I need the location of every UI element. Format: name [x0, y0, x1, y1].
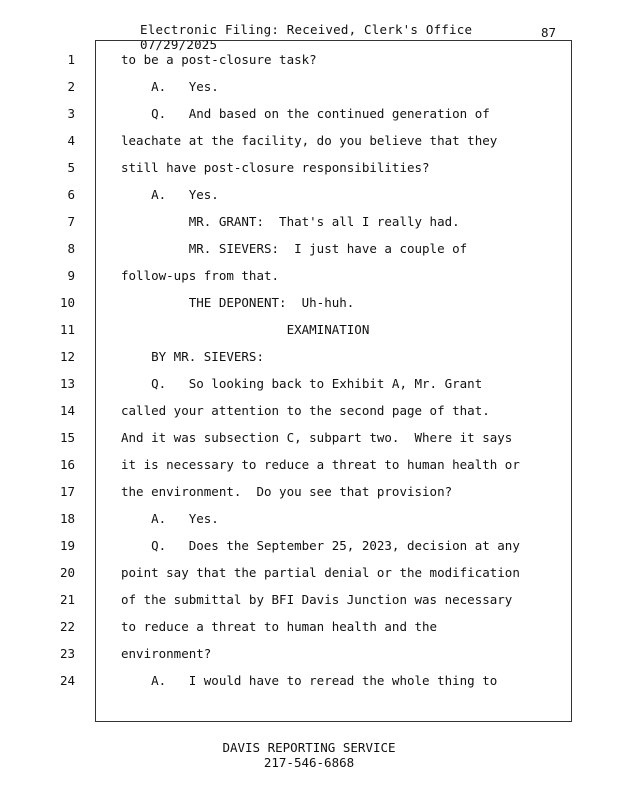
transcript-line — [0, 322, 618, 342]
page-number: 87 — [541, 25, 557, 40]
transcript-line — [0, 538, 618, 558]
transcript-line — [0, 187, 618, 207]
line-text: to reduce a threat to human health and the — [121, 619, 438, 634]
line-number: 15 — [59, 430, 75, 445]
transcript-line — [0, 403, 618, 423]
line-number: 18 — [59, 511, 75, 526]
transcript-line — [0, 565, 618, 585]
transcript-line — [0, 268, 618, 288]
transcript-line — [0, 430, 618, 450]
line-number: 8 — [67, 241, 75, 256]
line-text: called your attention to the second page of that. — [121, 403, 490, 418]
line-number: 12 — [59, 349, 75, 364]
line-number: 7 — [67, 214, 75, 229]
footer — [0, 740, 618, 770]
line-number: 14 — [59, 403, 75, 418]
line-text: Q. And based on the continued generation of — [121, 106, 490, 121]
line-number: 24 — [59, 673, 75, 688]
line-text: A. Yes. — [121, 511, 219, 526]
transcript-line — [0, 295, 618, 315]
line-text: it is necessary to reduce a threat to human health or — [121, 457, 520, 472]
line-text: point say that the partial denial or the modification — [121, 565, 520, 580]
transcript-line — [0, 673, 618, 693]
line-text: MR. GRANT: That's all I really had. — [121, 214, 460, 229]
line-text: And it was subsection C, subpart two. Where it says — [121, 430, 513, 445]
line-number: 21 — [59, 592, 75, 607]
line-text: A. Yes. — [121, 79, 219, 94]
line-text: BY MR. SIEVERS: — [121, 349, 264, 364]
line-text: still have post-closure responsibilities? — [121, 160, 430, 175]
line-number: 23 — [59, 646, 75, 661]
line-text: Q. Does the September 25, 2023, decision at any — [121, 538, 520, 553]
line-text: MR. SIEVERS: I just have a couple of — [121, 241, 468, 256]
line-text: leachate at the facility, do you believe that they — [121, 133, 498, 148]
transcript-line — [0, 457, 618, 477]
line-number: 22 — [59, 619, 75, 634]
line-text: EXAMINATION — [121, 322, 370, 337]
transcript-line — [0, 160, 618, 180]
transcript-line — [0, 592, 618, 612]
line-number: 16 — [59, 457, 75, 472]
line-number: 1 — [67, 52, 75, 67]
transcript-line — [0, 106, 618, 126]
line-number: 11 — [59, 322, 75, 337]
line-number: 3 — [67, 106, 75, 121]
transcript-line — [0, 214, 618, 234]
line-number: 17 — [59, 484, 75, 499]
line-text: THE DEPONENT: Uh-huh. — [121, 295, 355, 310]
line-text: of the submittal by BFI Davis Junction was necessary — [121, 592, 513, 607]
transcript-line — [0, 241, 618, 261]
transcript-line — [0, 133, 618, 153]
line-text: A. I would have to reread the whole thing to — [121, 673, 498, 688]
line-text: the environment. Do you see that provision? — [121, 484, 453, 499]
line-text: Q. So looking back to Exhibit A, Mr. Grant — [121, 376, 483, 391]
line-number: 4 — [67, 133, 75, 148]
line-number: 10 — [59, 295, 75, 310]
transcript-line — [0, 646, 618, 666]
line-text: A. Yes. — [121, 187, 219, 202]
line-number: 9 — [67, 268, 75, 283]
transcript-line — [0, 349, 618, 369]
footer-phone: 217-546-6868 — [263, 755, 355, 770]
line-number: 2 — [67, 79, 75, 94]
line-number: 5 — [67, 160, 75, 175]
line-text: environment? — [121, 646, 212, 661]
transcript-line — [0, 511, 618, 531]
line-number: 19 — [59, 538, 75, 553]
transcript-line — [0, 484, 618, 504]
transcript-line — [0, 619, 618, 639]
line-text: follow-ups from that. — [121, 268, 280, 283]
line-text: to be a post-closure task? — [121, 52, 317, 67]
line-number: 6 — [67, 187, 75, 202]
line-number: 20 — [59, 565, 75, 580]
transcript-line — [0, 376, 618, 396]
transcript-line — [0, 52, 618, 72]
footer-company: DAVIS REPORTING SERVICE — [222, 740, 396, 755]
line-number: 13 — [59, 376, 75, 391]
transcript-line — [0, 79, 618, 99]
filing-header: Electronic Filing: Received, Clerk's Office 07/29/2025 — [140, 22, 473, 52]
